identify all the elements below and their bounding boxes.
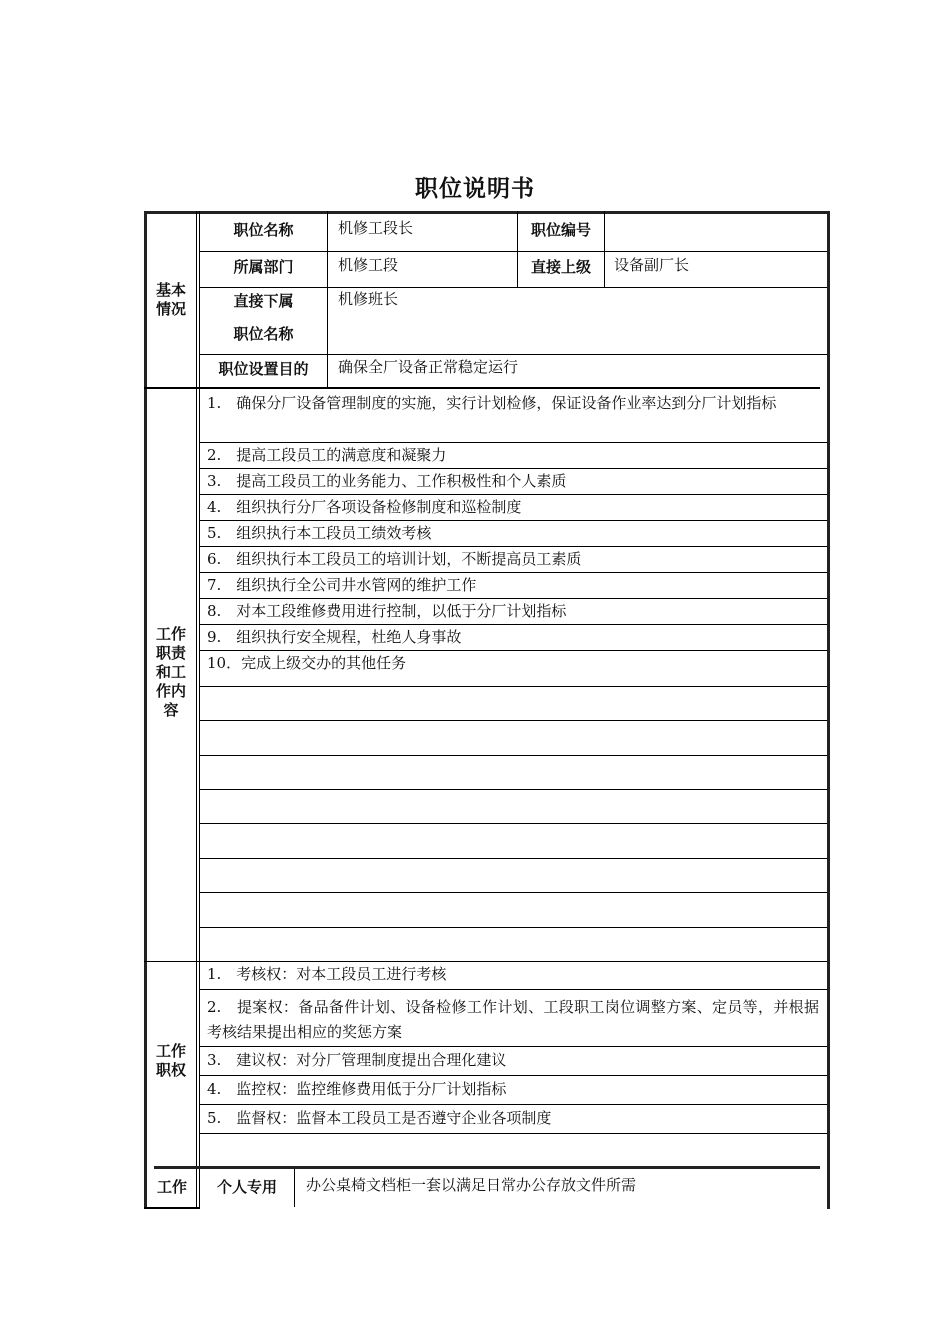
job-name-value: 机修工段长 [338,219,414,237]
personal-use-value: 办公桌椅文档柜一套以满足日常办公存放文件所需 [306,1176,637,1194]
duty-item: 7. 组织执行全公司井水管网的维护工作 [207,576,477,594]
authority-row-divider [200,989,827,990]
duty-row-divider [200,720,827,721]
duty-row-divider [200,927,827,928]
duty-row-divider [200,755,827,756]
document-title: 职位说明书 [415,176,535,202]
department-label: 所属部门 [233,258,294,276]
authority-row-divider [200,1046,827,1047]
basic-section-label-line1: 基本 [155,281,186,299]
job-description-table [144,211,830,1209]
basic-section-label-line2: 情况 [155,300,186,318]
duty-item: 5. 组织执行本工段员工绩效考核 [207,524,432,542]
department-value: 机修工段 [338,256,399,274]
authority-item: 4. 监控权：监控维修费用低于分厂计划指标 [207,1080,507,1098]
basic-section-bottom [144,387,820,389]
duty-item: 2. 提高工段员工的满意度和凝聚力 [207,446,447,464]
duty-item: 8. 对本工段维修费用进行控制，以低于分厂计划指标 [207,602,567,620]
duty-item: 10．完成上级交办的其他任务 [207,654,407,672]
table-border-top [144,211,830,214]
authority-row-divider [200,1104,827,1105]
superior-value: 设备副厂长 [614,256,690,274]
subordinate-value: 机修班长 [338,290,399,308]
authority-section-label-line-2: 职权 [155,1061,186,1079]
basic-section-label [146,281,196,319]
authority-item: 3. 建议权：对分厂管理制度提出合理化建议 [207,1051,507,1069]
table-border-bottom [144,1207,200,1209]
duty-row-divider [200,858,827,859]
duties-section-label-line-4: 作内 [155,682,186,700]
subordinate-label-line1: 直接下属 [233,292,294,310]
authority-row-divider [200,1075,827,1076]
duty-row-divider [200,892,827,893]
label-column-divider [327,211,328,387]
duty-item: 4. 组织执行分厂各项设备检修制度和巡检制度 [207,498,522,516]
duty-row-divider [200,823,827,824]
authority-section-label-line-1: 工作 [155,1042,186,1060]
duties-section-label [146,625,196,720]
duty-item: 9. 组织执行安全规程，杜绝人身事故 [207,628,462,646]
conditions-column-divider [294,1169,295,1207]
conditions-section-label: 工作 [156,1178,187,1196]
section-column-divider [196,211,197,1209]
duty-row-divider [200,686,827,687]
authority-section-label [146,1042,196,1080]
duties-section-label-line-5: 容 [163,701,179,719]
row-divider-2 [200,287,827,288]
authority-section-bottom [154,1166,820,1169]
table-border-right [827,211,830,1209]
purpose-value: 确保全厂设备正常稳定运行 [338,358,519,376]
duty-row-divider [200,789,827,790]
duty-item: 1. 确保分厂设备管理制度的实施，实行计划检修，保证设备作业率达到分厂计划指标 [207,394,777,412]
purpose-label: 职位设置目的 [218,360,309,378]
authority-item: 1. 考核权：对本工段员工进行考核 [207,965,447,983]
superior-label: 直接上级 [530,258,591,276]
job-code-label: 职位编号 [530,221,591,239]
duties-section-label-line-1: 工作 [155,625,186,643]
authority-item: 5. 监督权：监督本工段员工是否遵守企业各项制度 [207,1109,552,1127]
duties-section-label-line-3: 和工 [155,663,186,681]
duty-item: 3. 提高工段员工的业务能力、工作积极性和个人素质 [207,472,567,490]
row-divider-1 [200,251,827,252]
mid-column-divider-b [604,211,605,287]
duty-item: 6. 组织执行本工段员工的培训计划，不断提高员工素质 [207,550,582,568]
job-name-label: 职位名称 [233,221,294,239]
duties-section-label-line-2: 职责 [155,644,186,662]
subordinate-label-line2: 职位名称 [233,325,294,343]
authority-item: 2. 提案权：备品备件计划、设备检修工作计划、工段职工岗位调整方案、定员等，并根据考核结果提出相应的奖惩方案 [207,998,819,1041]
authority-row-divider [200,1133,827,1134]
personal-use-label: 个人专用 [216,1178,277,1196]
